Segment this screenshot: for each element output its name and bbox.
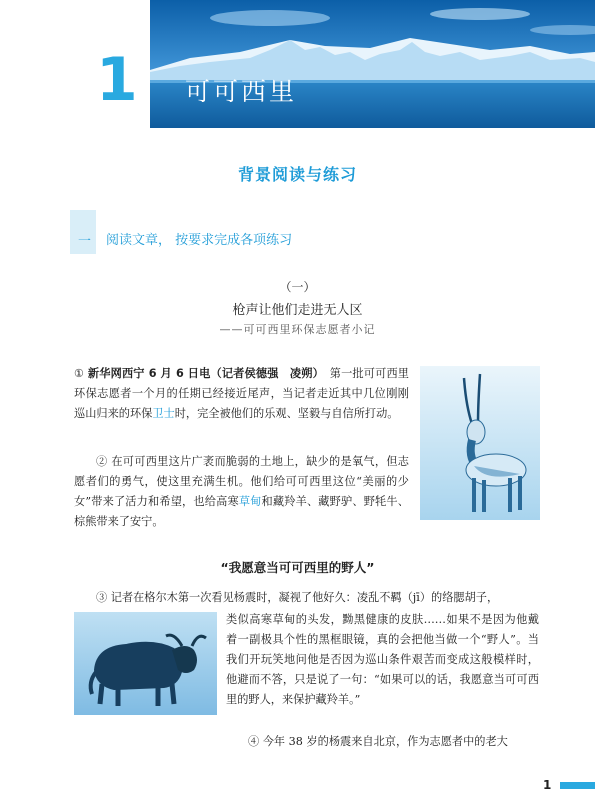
paragraph-number: ②	[96, 455, 108, 468]
paragraph-text: 第一批可可西里环保志愿者一个月的任期已经接近尾声，当记者走近其中几位刚刚巡山归来的环保	[74, 367, 409, 420]
paragraph-number: ①	[74, 367, 85, 380]
yak-photo	[74, 612, 217, 715]
chapter-number: 1	[96, 45, 138, 115]
section-title: 背景阅读与练习	[237, 165, 357, 184]
paragraph-text: 时，完全被他们的乐观、坚毅与自信所打动。	[174, 407, 399, 420]
task-number: 一	[78, 234, 92, 249]
paragraph-2	[74, 452, 409, 532]
paragraph-1	[74, 364, 409, 424]
page-number: 1	[543, 778, 552, 792]
page-number-bar	[560, 782, 595, 789]
chapter-title: 可可西里	[185, 77, 298, 106]
banner-mountain-photo	[150, 0, 595, 128]
task-instruction: 阅读文章， 按要求完成各项练习	[106, 233, 293, 248]
highlighted-term: 卫士	[152, 407, 175, 420]
paragraph-3-wrapped: 类似高寒草甸的头发，黝黑健康的皮肤……如果不是因为他戴着一副极具个性的黑框眼镜，真的会把他当做一个“野人”。当我们开玩笑地问他是否因为巡山条件艰苦而变成这般模样时，他避而不答，只是说了一句：“如果可以的话，我愿意当可可西里的野人，来保护藏羚羊。”	[226, 613, 539, 706]
article-subtitle: ——可可西里环保志愿者小记	[219, 323, 376, 336]
article-title: 枪声让他们走进无人区	[232, 303, 363, 318]
paragraph-3-line-1: ③ 记者在格尔木第一次看见杨震时，凝视了他好久：凌乱不羁（jī）的络腮胡子，	[96, 591, 499, 604]
paragraph-text: 和藏羚羊、藏野驴、野牦牛、棕熊带来了安宁。	[74, 495, 409, 528]
paragraph-4: ④ 今年 38 岁的杨震来自北京，作为志愿者中的老大	[248, 735, 508, 748]
dateline: 新华网西宁 6 月 6 日电（记者侯德强 凌朔）	[87, 367, 319, 380]
paragraph-text: 在可可西里这片广袤而脆弱的土地上，缺少的是氧气，但志愿者们的勇气，使这里充满生机。他们给可可西里这位“美丽的少女”带来了活力和希望，也给高寒	[74, 455, 409, 508]
highlighted-term: 草甸	[238, 495, 262, 508]
sub-heading: “我愿意当可可西里的野人”	[220, 560, 375, 575]
article-part-label: （一）	[279, 280, 316, 294]
tibetan-antelope-photo	[420, 366, 540, 520]
